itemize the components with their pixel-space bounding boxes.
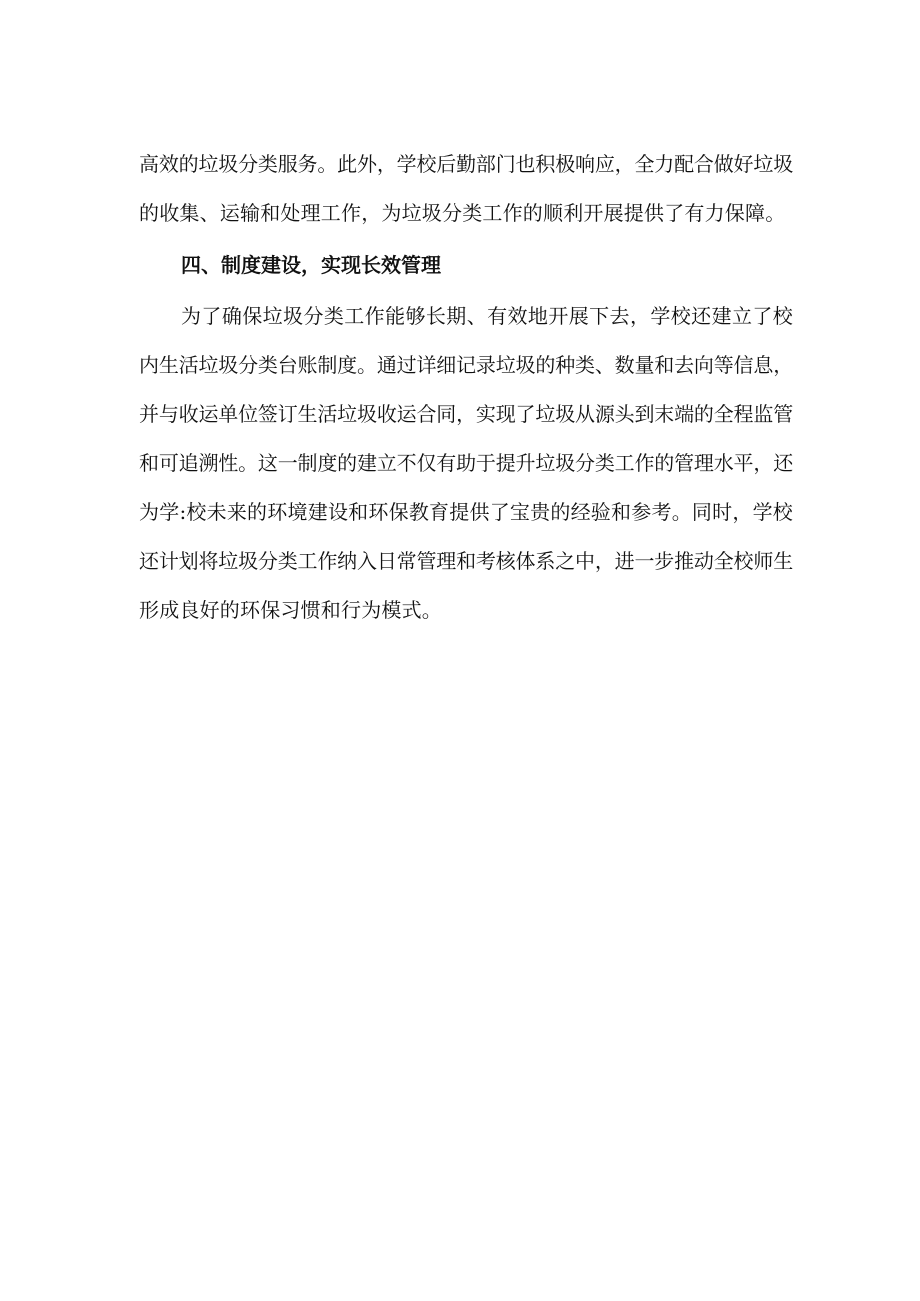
- text-line: 高效的垃圾分类服务。此外，学校后勤部门也积极响应，全力配合做好垃圾: [139, 152, 793, 176]
- text-line: 和可追溯性。这一制度的建立不仅有助于提升垃圾分类工作的管理水平，还: [139, 451, 793, 475]
- paragraph-continued: [139, 140, 793, 238]
- text-line: 的收集、运输和处理工作，为垃圾分类工作的顺利开展提供了有力保障。: [139, 201, 786, 225]
- text-line: 为学:校未来的环境建设和环保教育提供了宝贵的经验和参考。同时，学校: [139, 500, 793, 524]
- document-body: [139, 140, 793, 635]
- text-line: 还计划将垃圾分类工作纳入日常管理和考核体系之中，进一步推动全校师生: [139, 549, 793, 573]
- text-line: 为了确保垃圾分类工作能够长期、有效地开展下去，学校还建立了校: [181, 304, 793, 328]
- text-line: 并与收运单位签订生活垃圾收运合同，实现了垃圾从源头到末端的全程监管: [139, 402, 793, 426]
- section-heading: 四、制度建设，实现长效管理: [181, 253, 441, 277]
- paragraph-main: [139, 292, 793, 635]
- text-line: 形成良好的环保习惯和行为模式。: [139, 598, 442, 622]
- text-line: 内生活垃圾分类台账制度。通过详细记录垃圾的种类、数量和去向等信息，: [139, 353, 793, 377]
